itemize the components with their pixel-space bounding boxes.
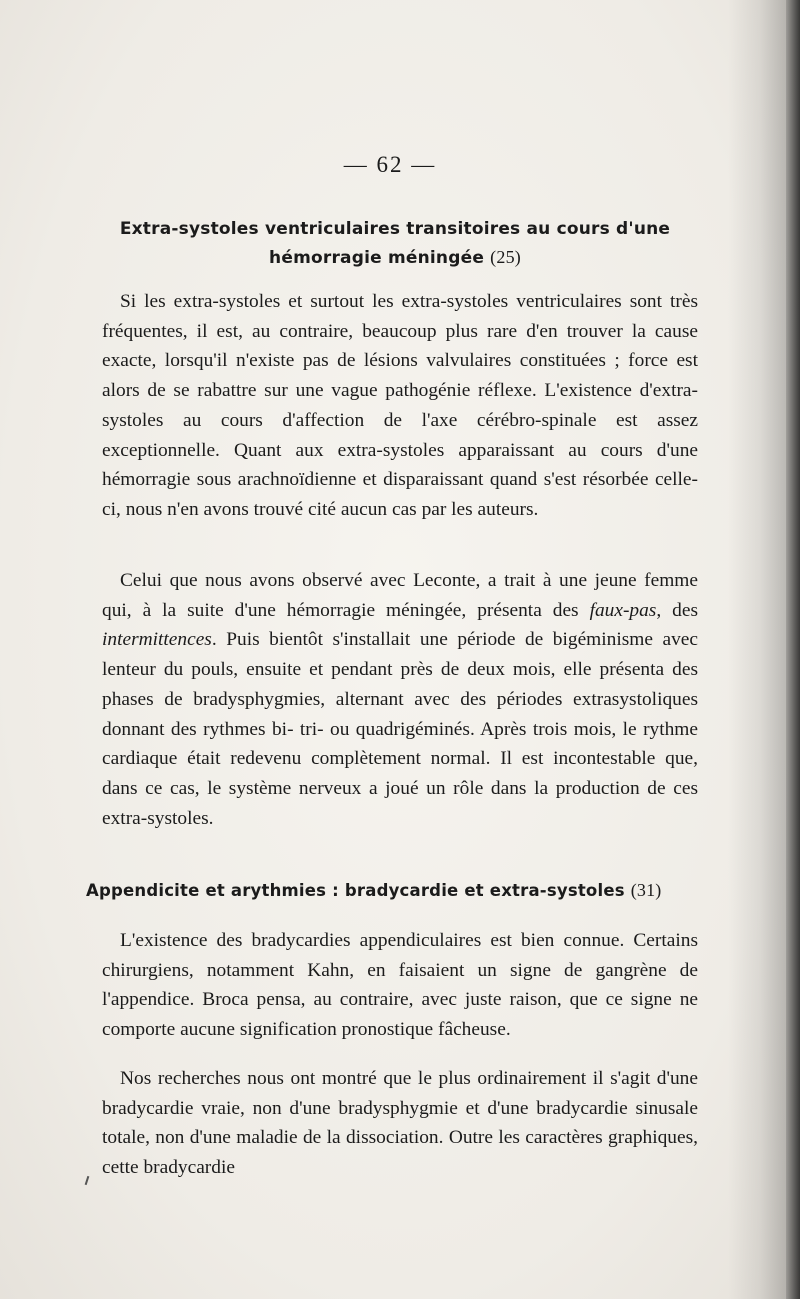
body-paragraph: Nos recherches nous ont montré que le plus ordinairement il s'agit d'une bradycardie vraie, non d'une bradysphygmie et d'une bradycardie sinusale totale, non d'une maladie de la dissociation. Outre les caractères graphiques, cette bradycardie [102, 1068, 698, 1179]
body-paragraph [102, 566, 698, 833]
body-paragraph: L'existence des bradycardies appendiculaires est bien connue. Certains chirurgiens, notamment Kahn, en faisaient un signe de gangrène de l'appendice. Broca pensa, au contraire, avec juste raison, que ce signe ne comporte aucune signification pronostique fâcheuse. [102, 930, 698, 1041]
italic-term: intermittences [102, 629, 212, 651]
section-heading-text: Appendicite et arythmies : bradycardie et extra-systoles [86, 881, 625, 900]
body-paragraph: Si les extra-systoles et surtout les extra-systoles ventriculaires sont très fréquentes, il est, au contraire, beaucoup plus rare d'en trouver la cause exacte, lorsqu'il n'existe pas de lésions valvulaires constituées ; force est alors de se rabattre sur une vague pathogénie réflexe. L'existence d'extra-systoles au cours d'affection de l'axe cérébro-spinale est assez exceptionnelle. Quant aux extra-systoles apparaissant au cours d'une hémorragie sous arachnoïdienne et disparaissant quand s'est résorbée celle-ci, nous n'en avons trouvé cité aucun cas par les auteurs. [102, 291, 698, 520]
section-heading-line2: hémorragie méningée [269, 248, 485, 268]
reference-number: (31) [630, 880, 662, 900]
reference-number: (25) [490, 247, 521, 267]
section-heading-line1: Extra-systoles ventriculaires transitoires au cours d'une [119, 219, 671, 239]
section-heading-appendicite [86, 876, 698, 905]
paragraph-text: . Puis bientôt s'installait une période de bigéminisme avec lenteur du pouls, ensuite et pendant près de deux mois, elle présenta des phases de bradysphygmies, alternant avec des périodes extrasystoliques donnant des rythmes bi- tri- ou quadrigéminés. Après trois mois, le rythme cardiaque était redevenu complètement normal. Il est incontestable que, dans ce cas, le système nerveux a joué un rôle dans la production de ces extra-systoles. [102, 629, 698, 829]
margin-mark [85, 1176, 90, 1185]
paragraph-text: Celui que nous avons observé avec Leconte, a trait à une jeune femme qui, à la suite d'une hémorragie méningée, présenta des [102, 570, 698, 621]
section-heading-extra-systoles [85, 215, 705, 272]
italic-term: faux-pas [589, 599, 657, 621]
page-number: — 62 — [343, 152, 437, 177]
book-spine-shadow [786, 0, 800, 1299]
paragraph-text: , des [656, 599, 698, 621]
